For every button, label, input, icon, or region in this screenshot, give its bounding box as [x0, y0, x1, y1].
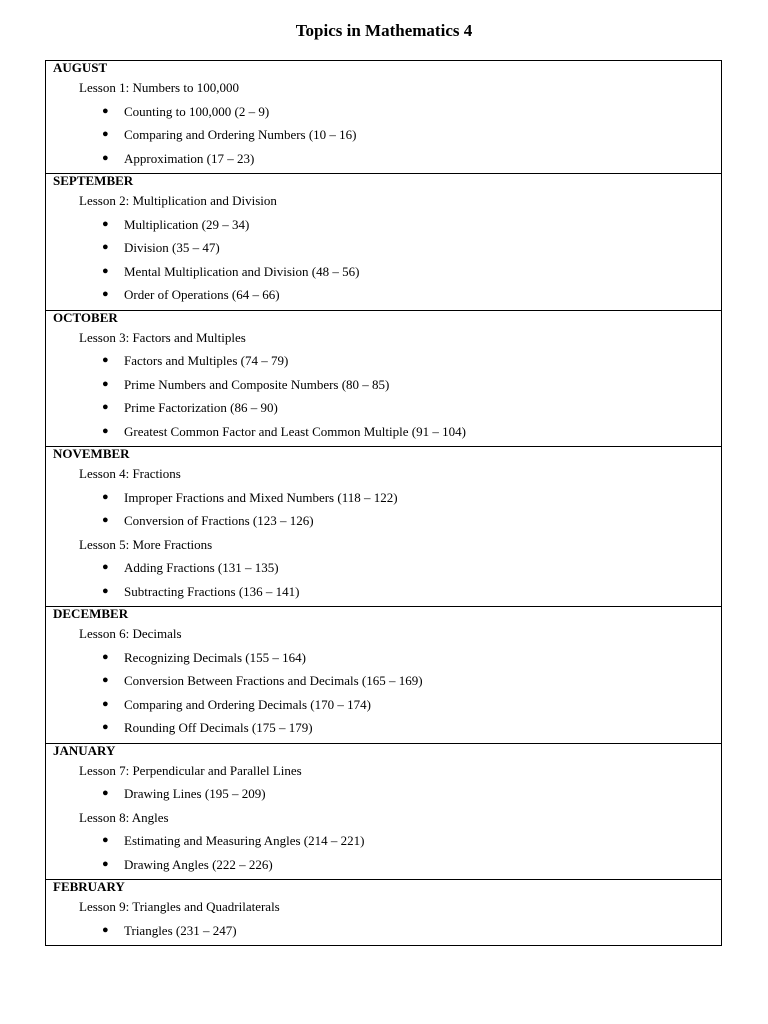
topic-list-item: [46, 396, 721, 420]
topic-list-item: [46, 260, 721, 284]
lesson-title: Lesson 9: Triangles and Quadrilaterals: [79, 899, 280, 914]
topic-text: Comparing and Ordering Numbers (10 – 16): [124, 127, 357, 142]
bullet-icon: ●: [102, 354, 109, 366]
topic-list-item: [46, 349, 721, 373]
topic-list-item: [46, 782, 721, 806]
bullet-icon: ●: [102, 377, 109, 390]
month-section-october: [46, 310, 721, 447]
topic-text: Counting to 100,000 (2 – 9): [124, 103, 270, 119]
topic-list-item: [46, 669, 721, 693]
bullet-icon: ●: [102, 787, 109, 799]
topic-list-item: [46, 236, 721, 260]
topic-text: Triangles (231 – 247): [124, 922, 237, 938]
month-heading: SEPTEMBER: [53, 173, 134, 188]
topic-list-item: [46, 509, 721, 533]
topic-text: Conversion Between Fractions and Decimals (165 – 169): [124, 673, 423, 688]
bullet-icon: ●: [102, 721, 109, 733]
lesson-title: Lesson 2: Multiplication and Division: [79, 193, 277, 208]
topic-text: Mental Multiplication and Division (48 – 56): [124, 263, 360, 279]
bullet-icon: ●: [102, 674, 109, 686]
topic-list-item: [46, 829, 721, 853]
bullet-icon: ●: [102, 834, 109, 846]
topic-list-item: [46, 580, 721, 604]
topic-text: Division (35 – 47): [124, 240, 220, 255]
topic-text: Adding Fractions (131 – 135): [124, 560, 279, 575]
bullet-icon: ●: [102, 514, 109, 526]
topic-list-item: [46, 147, 721, 171]
bullet-icon: ●: [102, 424, 109, 437]
month-section-january: [46, 743, 721, 880]
lesson-title: Lesson 6: Decimals: [79, 626, 182, 641]
topic-text: Subtracting Fractions (136 – 141): [124, 583, 300, 599]
topic-list-item: [46, 283, 721, 307]
topic-text: Drawing Lines (195 – 209): [124, 786, 266, 801]
month-heading: NOVEMBER: [53, 446, 130, 461]
topic-text: Drawing Angles (222 – 226): [124, 856, 273, 872]
topic-text: Prime Numbers and Composite Numbers (80 – 85): [124, 376, 390, 392]
topic-list-item: [46, 853, 721, 877]
month-heading: OCTOBER: [53, 309, 118, 325]
bullet-icon: ●: [102, 857, 109, 870]
bullet-icon: ●: [102, 217, 109, 230]
topic-list-item: [46, 716, 721, 740]
month-section-september: [46, 173, 721, 310]
topic-text: Comparing and Ordering Decimals (170 – 174): [124, 696, 371, 712]
topic-list-item: [46, 486, 721, 510]
topic-list-item: [46, 919, 721, 943]
topics-table: [45, 60, 722, 946]
bullet-icon: ●: [102, 401, 109, 413]
topic-list-item: [46, 556, 721, 580]
bullet-icon: ●: [102, 923, 109, 936]
topic-text: Conversion of Fractions (123 – 126): [124, 513, 314, 528]
bullet-icon: ●: [102, 151, 109, 164]
lesson-title: Lesson 1: Numbers to 100,000: [79, 80, 239, 95]
topic-text: Factors and Multiples (74 – 79): [124, 353, 289, 368]
month-heading: JANUARY: [53, 742, 116, 758]
topic-text: Greatest Common Factor and Least Common Multiple (91 – 104): [124, 423, 466, 439]
month-section-february: [46, 879, 721, 945]
topic-text: Estimating and Measuring Angles (214 – 221): [124, 833, 365, 848]
topic-text: Multiplication (29 – 34): [124, 216, 250, 232]
topic-list-item: [46, 123, 721, 147]
topic-text: Order of Operations (64 – 66): [124, 287, 280, 302]
lesson-title: Lesson 8: Angles: [79, 809, 169, 825]
topic-list-item: [46, 646, 721, 670]
bullet-icon: ●: [102, 490, 109, 503]
bullet-icon: ●: [102, 561, 109, 573]
bullet-icon: ●: [102, 697, 109, 710]
lesson-title: Lesson 3: Factors and Multiples: [79, 329, 246, 345]
bullet-icon: ●: [102, 264, 109, 277]
lesson-title: Lesson 7: Perpendicular and Parallel Lines: [79, 762, 302, 778]
topic-list-item: [46, 373, 721, 397]
month-section-november: [46, 446, 721, 606]
bullet-icon: ●: [102, 241, 109, 253]
topic-text: Improper Fractions and Mixed Numbers (118 – 122): [124, 489, 398, 505]
month-heading: AUGUST: [53, 60, 108, 75]
month-heading: FEBRUARY: [53, 879, 125, 894]
topic-list-item: [46, 100, 721, 124]
bullet-icon: ●: [102, 584, 109, 597]
topic-list-item: [46, 693, 721, 717]
topic-text: Rounding Off Decimals (175 – 179): [124, 720, 313, 735]
topic-text: Approximation (17 – 23): [124, 150, 255, 166]
lesson-title: Lesson 4: Fractions: [79, 466, 181, 481]
topic-list-item: [46, 213, 721, 237]
bullet-icon: ●: [102, 104, 109, 117]
bullet-icon: ●: [102, 650, 109, 663]
month-heading: DECEMBER: [53, 606, 129, 621]
bullet-icon: ●: [102, 288, 109, 300]
topic-list-item: [46, 420, 721, 444]
bullet-icon: ●: [102, 128, 109, 140]
topic-text: Recognizing Decimals (155 – 164): [124, 649, 306, 665]
topic-text: Prime Factorization (86 – 90): [124, 400, 278, 415]
page-title: Topics in Mathematics 4: [295, 21, 473, 40]
lesson-title: Lesson 5: More Fractions: [79, 536, 213, 552]
month-section-december: [46, 606, 721, 743]
month-section-august: [46, 61, 721, 173]
